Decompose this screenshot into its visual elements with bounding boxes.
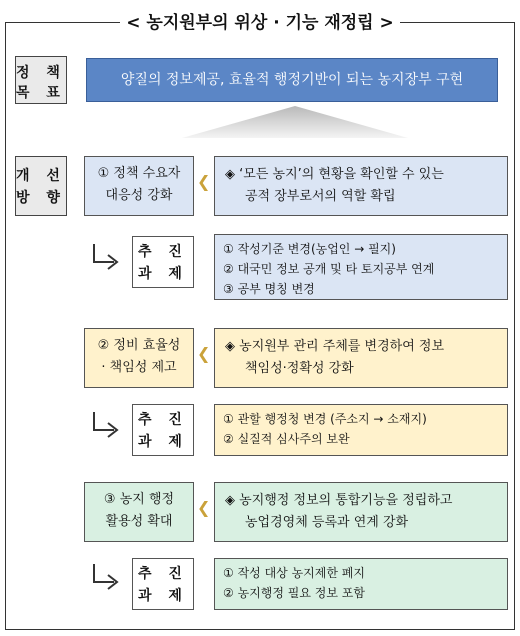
task-1-2: ② 대국민 정보 공개 및 타 토지공부 연계: [223, 262, 435, 276]
direction-1-detail-line1: ◈ ‘모든 농지’의 현황을 확인할 수 있는: [225, 167, 444, 182]
direction-tag-line2: 방 향: [16, 190, 66, 206]
up-arrow-icon: [180, 104, 410, 144]
corner-arrow-icon: [90, 242, 124, 274]
push-tag-1: [132, 236, 194, 288]
push-tag-2-line2: 과 제: [138, 434, 188, 450]
direction-3-detail: [214, 482, 508, 542]
direction-tag-line1: 개 선: [16, 168, 66, 184]
push-tag-3-line1: 추 진: [138, 566, 188, 582]
direction-2-box: [84, 328, 194, 388]
direction-1-box: [84, 156, 194, 216]
task-3-1: ① 작성 대상 농지제한 폐지: [223, 566, 365, 580]
push-tag-3-line2: 과 제: [138, 588, 188, 604]
direction-2-detail-line2: 책임성·정확성 강화: [245, 361, 354, 376]
task-2-2: ② 실질적 심사주의 보완: [223, 432, 350, 446]
task-3-2: ② 농지행정 필요 정보 포함: [223, 586, 365, 600]
task-2-1: ① 관할 행정청 변경 (주소지 → 소재지): [223, 412, 427, 426]
push-tag-1-line2: 과 제: [138, 266, 188, 282]
left-arrow-icon: ❮: [197, 172, 211, 191]
push-tag-2: [132, 404, 194, 456]
diagram-title: < 농지원부의 위상 · 기능 재정립 >: [0, 8, 520, 33]
push-tag-2-line1: 추 진: [138, 412, 188, 428]
tasks-3: [214, 558, 508, 610]
direction-1-detail-line2: 공적 장부로서의 역할 확립: [245, 189, 396, 204]
direction-3-detail-line2: 농업경영체 등록과 연계 강화: [245, 515, 409, 530]
goal-tag-line2: 목 표: [16, 85, 66, 101]
push-tag-3: [132, 558, 194, 610]
corner-arrow-icon: [90, 410, 124, 442]
task-1-3: ③ 공부 명칭 변경: [223, 282, 315, 296]
tasks-1: [214, 234, 508, 300]
push-tag-1-line1: 추 진: [138, 244, 188, 260]
goal-tag: [15, 56, 67, 104]
direction-3-line2: 활용성 확대: [105, 514, 173, 529]
direction-2-detail-line1: ◈ 농지원부 관리 주체를 변경하여 정보: [225, 339, 445, 354]
direction-3-line1: ③ 농지 행정: [103, 492, 175, 507]
direction-3-box: [84, 482, 194, 542]
direction-2-line2: · 책임성 제고: [101, 360, 177, 375]
direction-3-detail-line1: ◈ 농지행정 정보의 통합기능을 정립하고: [225, 493, 453, 508]
direction-2-line1: ② 정비 효율성: [97, 338, 181, 353]
tasks-2: [214, 404, 508, 456]
direction-1-detail: [214, 156, 508, 216]
goal-tag-line1: 정 책: [16, 65, 66, 81]
task-1-1: ① 작성기준 변경(농업인 → 필지): [223, 242, 396, 256]
direction-2-detail: [214, 328, 508, 388]
corner-arrow-icon: [90, 562, 124, 594]
direction-1-line1: ① 정책 수요자: [97, 166, 181, 181]
direction-1-line2: 대응성 강화: [105, 188, 173, 203]
left-arrow-icon: ❮: [197, 344, 211, 363]
direction-tag: [15, 156, 67, 216]
goal-box: 양질의 정보제공, 효율적 행정기반이 되는 농지장부 구현: [86, 58, 498, 102]
left-arrow-icon: ❮: [197, 498, 211, 517]
